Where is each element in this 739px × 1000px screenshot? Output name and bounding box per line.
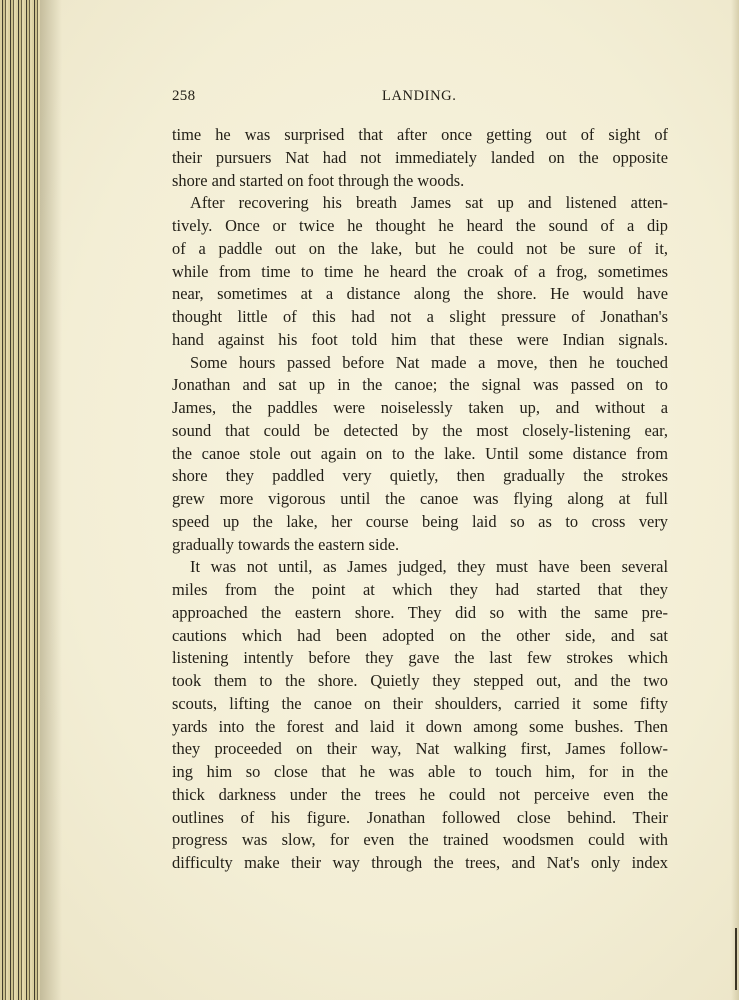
text-line: grew more vigorous until the canoe was flying along at full bbox=[172, 489, 668, 508]
text-line: shore they paddled very quietly, then gradually the strokes bbox=[172, 466, 668, 486]
text-line: their pursuers Nat had not immediately landed on the opposite bbox=[172, 147, 668, 167]
text-line: of a paddle out on the lake, but he could not be sure of it, bbox=[172, 238, 668, 258]
text-line: Jonathan and sat up in the canoe; the signal was passed on to bbox=[172, 375, 668, 395]
text-line: the canoe stole out again on to the lake. Until some distance from bbox=[172, 443, 668, 463]
book-binding-edge bbox=[0, 0, 40, 1000]
page-number: 258 bbox=[172, 88, 196, 104]
text-line: speed up the lake, her course being laid so as to cross very bbox=[172, 511, 668, 531]
page-right-edge bbox=[731, 0, 739, 1000]
text-line: ing him so close that he was able to touch him, for in the bbox=[172, 762, 668, 781]
text-line: shore and started on foot through the woods. bbox=[172, 170, 465, 190]
text-line: while from time to time he heard the croak of a frog, sometimes bbox=[172, 261, 668, 281]
text-line: difficulty make their way through the trees, and Nat's only index bbox=[172, 853, 668, 872]
text-line: approached the eastern shore. They did so with the same pre- bbox=[172, 602, 668, 622]
binding-shadow bbox=[40, 0, 62, 1000]
text-line: outlines of his figure. Jonathan followed close behind. Their bbox=[172, 807, 668, 827]
text-line: near, sometimes at a distance along the shore. He would have bbox=[172, 284, 668, 304]
text-line: tively. Once or twice he thought he heard the sound of a dip bbox=[172, 216, 668, 235]
running-head bbox=[172, 88, 668, 112]
text-line: cautions which had been adopted on the other side, and sat bbox=[172, 625, 668, 645]
text-line: scouts, lifting the canoe on their shoulders, carried it some fifty bbox=[172, 693, 668, 713]
text-line: After recovering his breath James sat up and listened atten- bbox=[190, 193, 668, 213]
text-line: time he was surprised that after once getting out of sight of bbox=[172, 125, 668, 144]
text-line: gradually towards the eastern side. bbox=[172, 534, 400, 554]
text-line: hand against his foot told him that these were Indian signals. bbox=[172, 329, 668, 349]
chapter-running-title: LANDING. bbox=[382, 88, 457, 104]
text-line: miles from the point at which they had started that they bbox=[172, 580, 668, 599]
text-line: progress was slow, for even the trained woodsmen could with bbox=[172, 830, 668, 850]
edge-mark bbox=[735, 928, 737, 990]
text-line: took them to the shore. Quietly they stepped out, and the two bbox=[172, 671, 668, 690]
text-line: James, the paddles were noiselessly taken up, and without a bbox=[172, 398, 668, 417]
text-line: sound that could be detected by the most closely-listening ear, bbox=[172, 420, 668, 440]
text-line: they proceeded on their way, Nat walking first, James follow- bbox=[172, 739, 668, 759]
text-line: thought little of this had not a slight pressure of Jonathan's bbox=[172, 307, 668, 326]
body-text bbox=[172, 124, 668, 875]
text-line: Some hours passed before Nat made a move, then he touched bbox=[190, 352, 668, 372]
text-line: listening intently before they gave the last few strokes which bbox=[172, 648, 668, 668]
text-line: thick darkness under the trees he could not perceive even the bbox=[172, 784, 668, 804]
text-line: It was not until, as James judged, they must have been several bbox=[190, 557, 668, 577]
text-line: yards into the forest and laid it down among some bushes. Then bbox=[172, 716, 668, 736]
